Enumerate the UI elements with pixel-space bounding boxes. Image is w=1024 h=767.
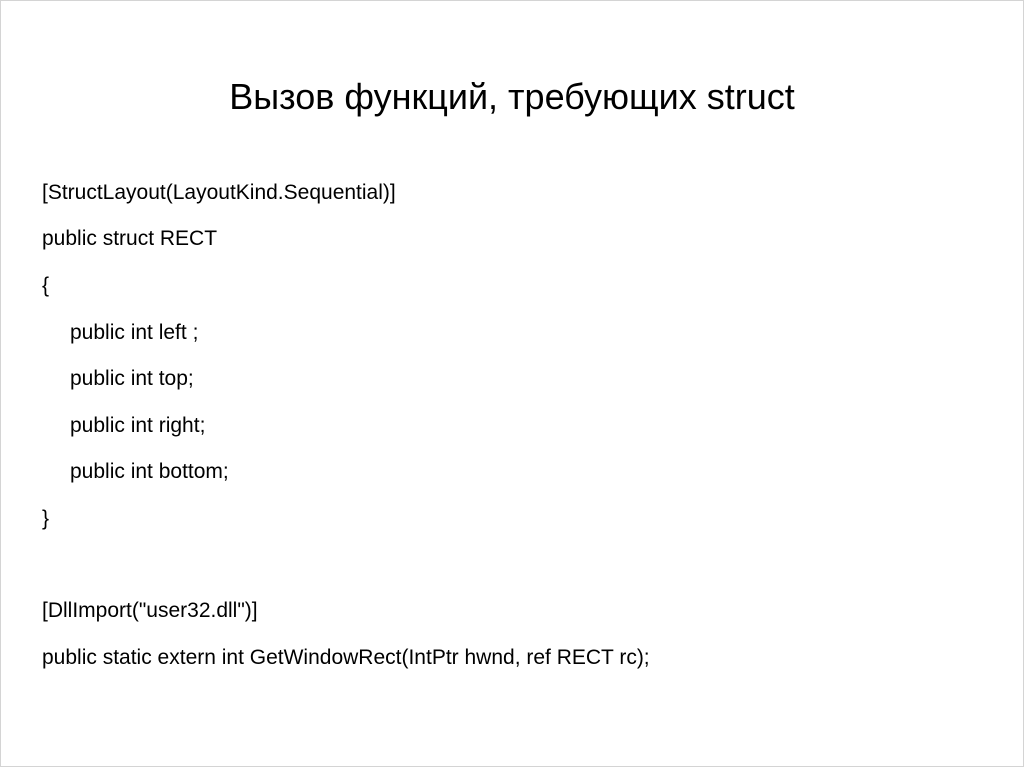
code-line-attribute: [StructLayout(LayoutKind.Sequential)]	[42, 181, 396, 204]
code-line-open-brace: {	[42, 274, 50, 297]
slide-title: Вызов функций, требующих struct	[229, 76, 795, 117]
code-line-field-top: public int top;	[70, 367, 194, 390]
code-line-field-bottom: public int bottom;	[70, 460, 229, 483]
code-line-dllimport: [DllImport("user32.dll")]	[42, 599, 258, 622]
code-line-field-right: public int right;	[70, 414, 206, 437]
code-line-close-brace: }	[42, 507, 50, 530]
code-line-struct-declaration: public struct RECT	[42, 227, 218, 250]
code-line-field-left: public int left ;	[70, 321, 199, 344]
code-line-extern-declaration: public static extern int GetWindowRect(IntPtr hwnd, ref RECT rc);	[42, 646, 650, 669]
